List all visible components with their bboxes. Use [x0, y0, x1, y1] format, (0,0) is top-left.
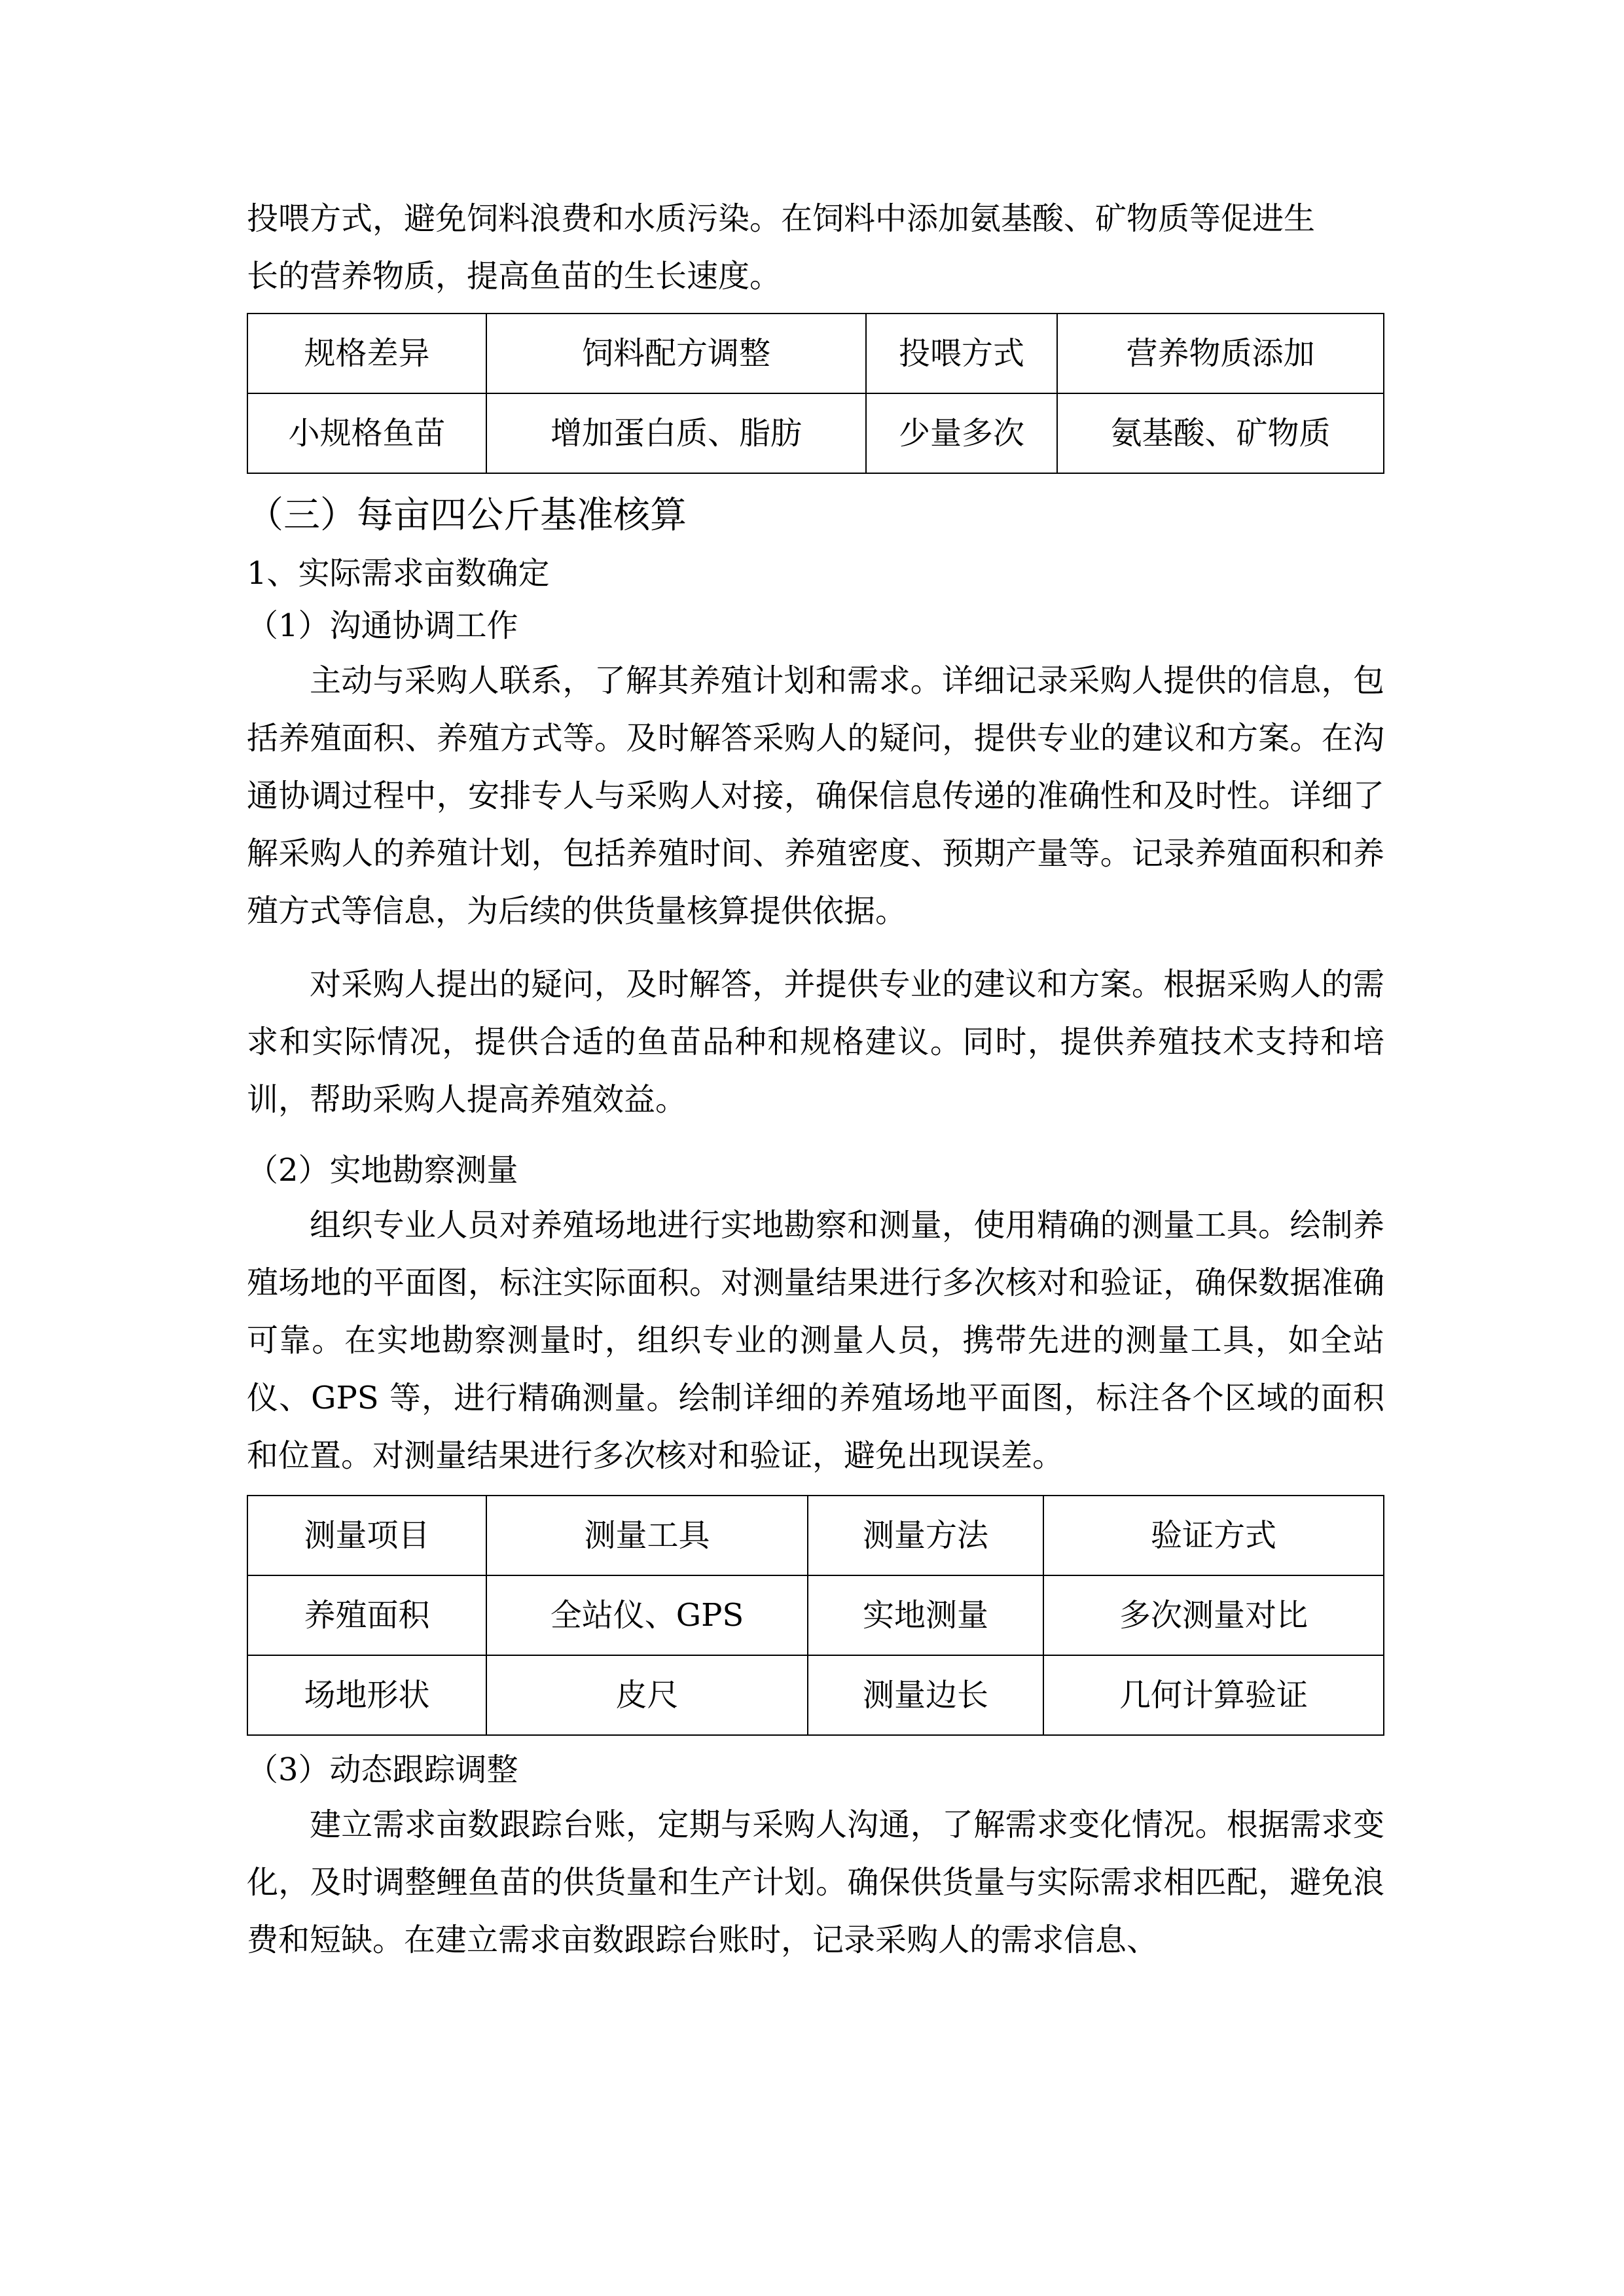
table-cell: 测量边长: [808, 1655, 1043, 1735]
measurement-table: [247, 1495, 1384, 1736]
table-header-cell: 测量方法: [808, 1496, 1043, 1575]
table-cell: 几何计算验证: [1043, 1655, 1384, 1735]
table-cell: 氨基酸、矿物质: [1057, 393, 1384, 473]
table-cell: 增加蛋白质、脂肪: [486, 393, 866, 473]
table-cell: 皮尺: [486, 1655, 808, 1735]
table-cell: 实地测量: [808, 1575, 1043, 1655]
table-cell: 全站仪、GPS: [486, 1575, 808, 1655]
item-heading: 1、实际需求亩数确定: [247, 555, 550, 592]
intro-line-1: 投喂方式，避免饲料浪费和水质污染。在饲料中添加氨基酸、矿物质等促进生: [247, 200, 1316, 237]
table-cell: 小规格鱼苗: [247, 393, 486, 473]
paragraph-survey: 组织专业人员对养殖场地进行实地勘察和测量，使用精确的测量工具。绘制养殖场地的平面图，标注实际面积。对测量结果进行多次核对和验证，确保数据准确可靠。在实地勘察测量时，组织专业的测量人员，携带先进的测量工具，如全站仪、GPS 等，进行精确测量。绘制详细的养殖场地平面图，标注各个区域的面积和位置。对测量结果进行多次核对和验证，避免出现误差。: [247, 1207, 1384, 1474]
table-header-cell: 投喂方式: [866, 314, 1057, 393]
table-row: [247, 1575, 1384, 1655]
subsection-heading-2: （2）实地勘察测量: [247, 1152, 518, 1189]
table-header-cell: 饲料配方调整: [486, 314, 866, 393]
table-header-cell: 测量工具: [486, 1496, 808, 1575]
table-header-row: [247, 314, 1384, 393]
table-cell: 多次测量对比: [1043, 1575, 1384, 1655]
table-header-cell: 营养物质添加: [1057, 314, 1384, 393]
table-header-cell: 测量项目: [247, 1496, 486, 1575]
table-header-cell: 规格差异: [247, 314, 486, 393]
document-page: [247, 190, 1384, 1969]
table-cell: 场地形状: [247, 1655, 486, 1735]
paragraph-questions: 对采购人提出的疑问，及时解答，并提供专业的建议和方案。根据采购人的需求和实际情况，提供合适的鱼苗品种和规格建议。同时，提供养殖技术支持和培训，帮助采购人提高养殖效益。: [247, 966, 1384, 1118]
subsection-heading-1: （1）沟通协调工作: [247, 607, 518, 644]
table-cell: 少量多次: [866, 393, 1057, 473]
paragraph-tracking: 建立需求亩数跟踪台账，定期与采购人沟通，了解需求变化情况。根据需求变化，及时调整鲤鱼苗的供货量和生产计划。确保供货量与实际需求相匹配，避免浪费和短缺。在建立需求亩数跟踪台账时，记录采购人的需求信息、: [247, 1806, 1384, 1958]
table-row: [247, 393, 1384, 473]
table-row: [247, 1655, 1384, 1735]
subsection-heading-3: （3）动态跟踪调整: [247, 1751, 518, 1788]
table-header-row: [247, 1496, 1384, 1575]
intro-line-2: 长的营养物质，提高鱼苗的生长速度。: [247, 258, 782, 295]
table-header-cell: 验证方式: [1043, 1496, 1384, 1575]
table-cell: 养殖面积: [247, 1575, 486, 1655]
feed-adjustment-table: [247, 313, 1384, 474]
paragraph-communication: 主动与采购人联系，了解其养殖计划和需求。详细记录采购人提供的信息，包括养殖面积、养殖方式等。及时解答采购人的疑问，提供专业的建议和方案。在沟通协调过程中，安排专人与采购人对接，确保信息传递的准确性和及时性。详细了解采购人的养殖计划，包括养殖时间、养殖密度、预期产量等。记录养殖面积和养殖方式等信息，为后续的供货量核算提供依据。: [247, 662, 1384, 929]
section-heading: （三）每亩四公斤基准核算: [247, 494, 687, 537]
